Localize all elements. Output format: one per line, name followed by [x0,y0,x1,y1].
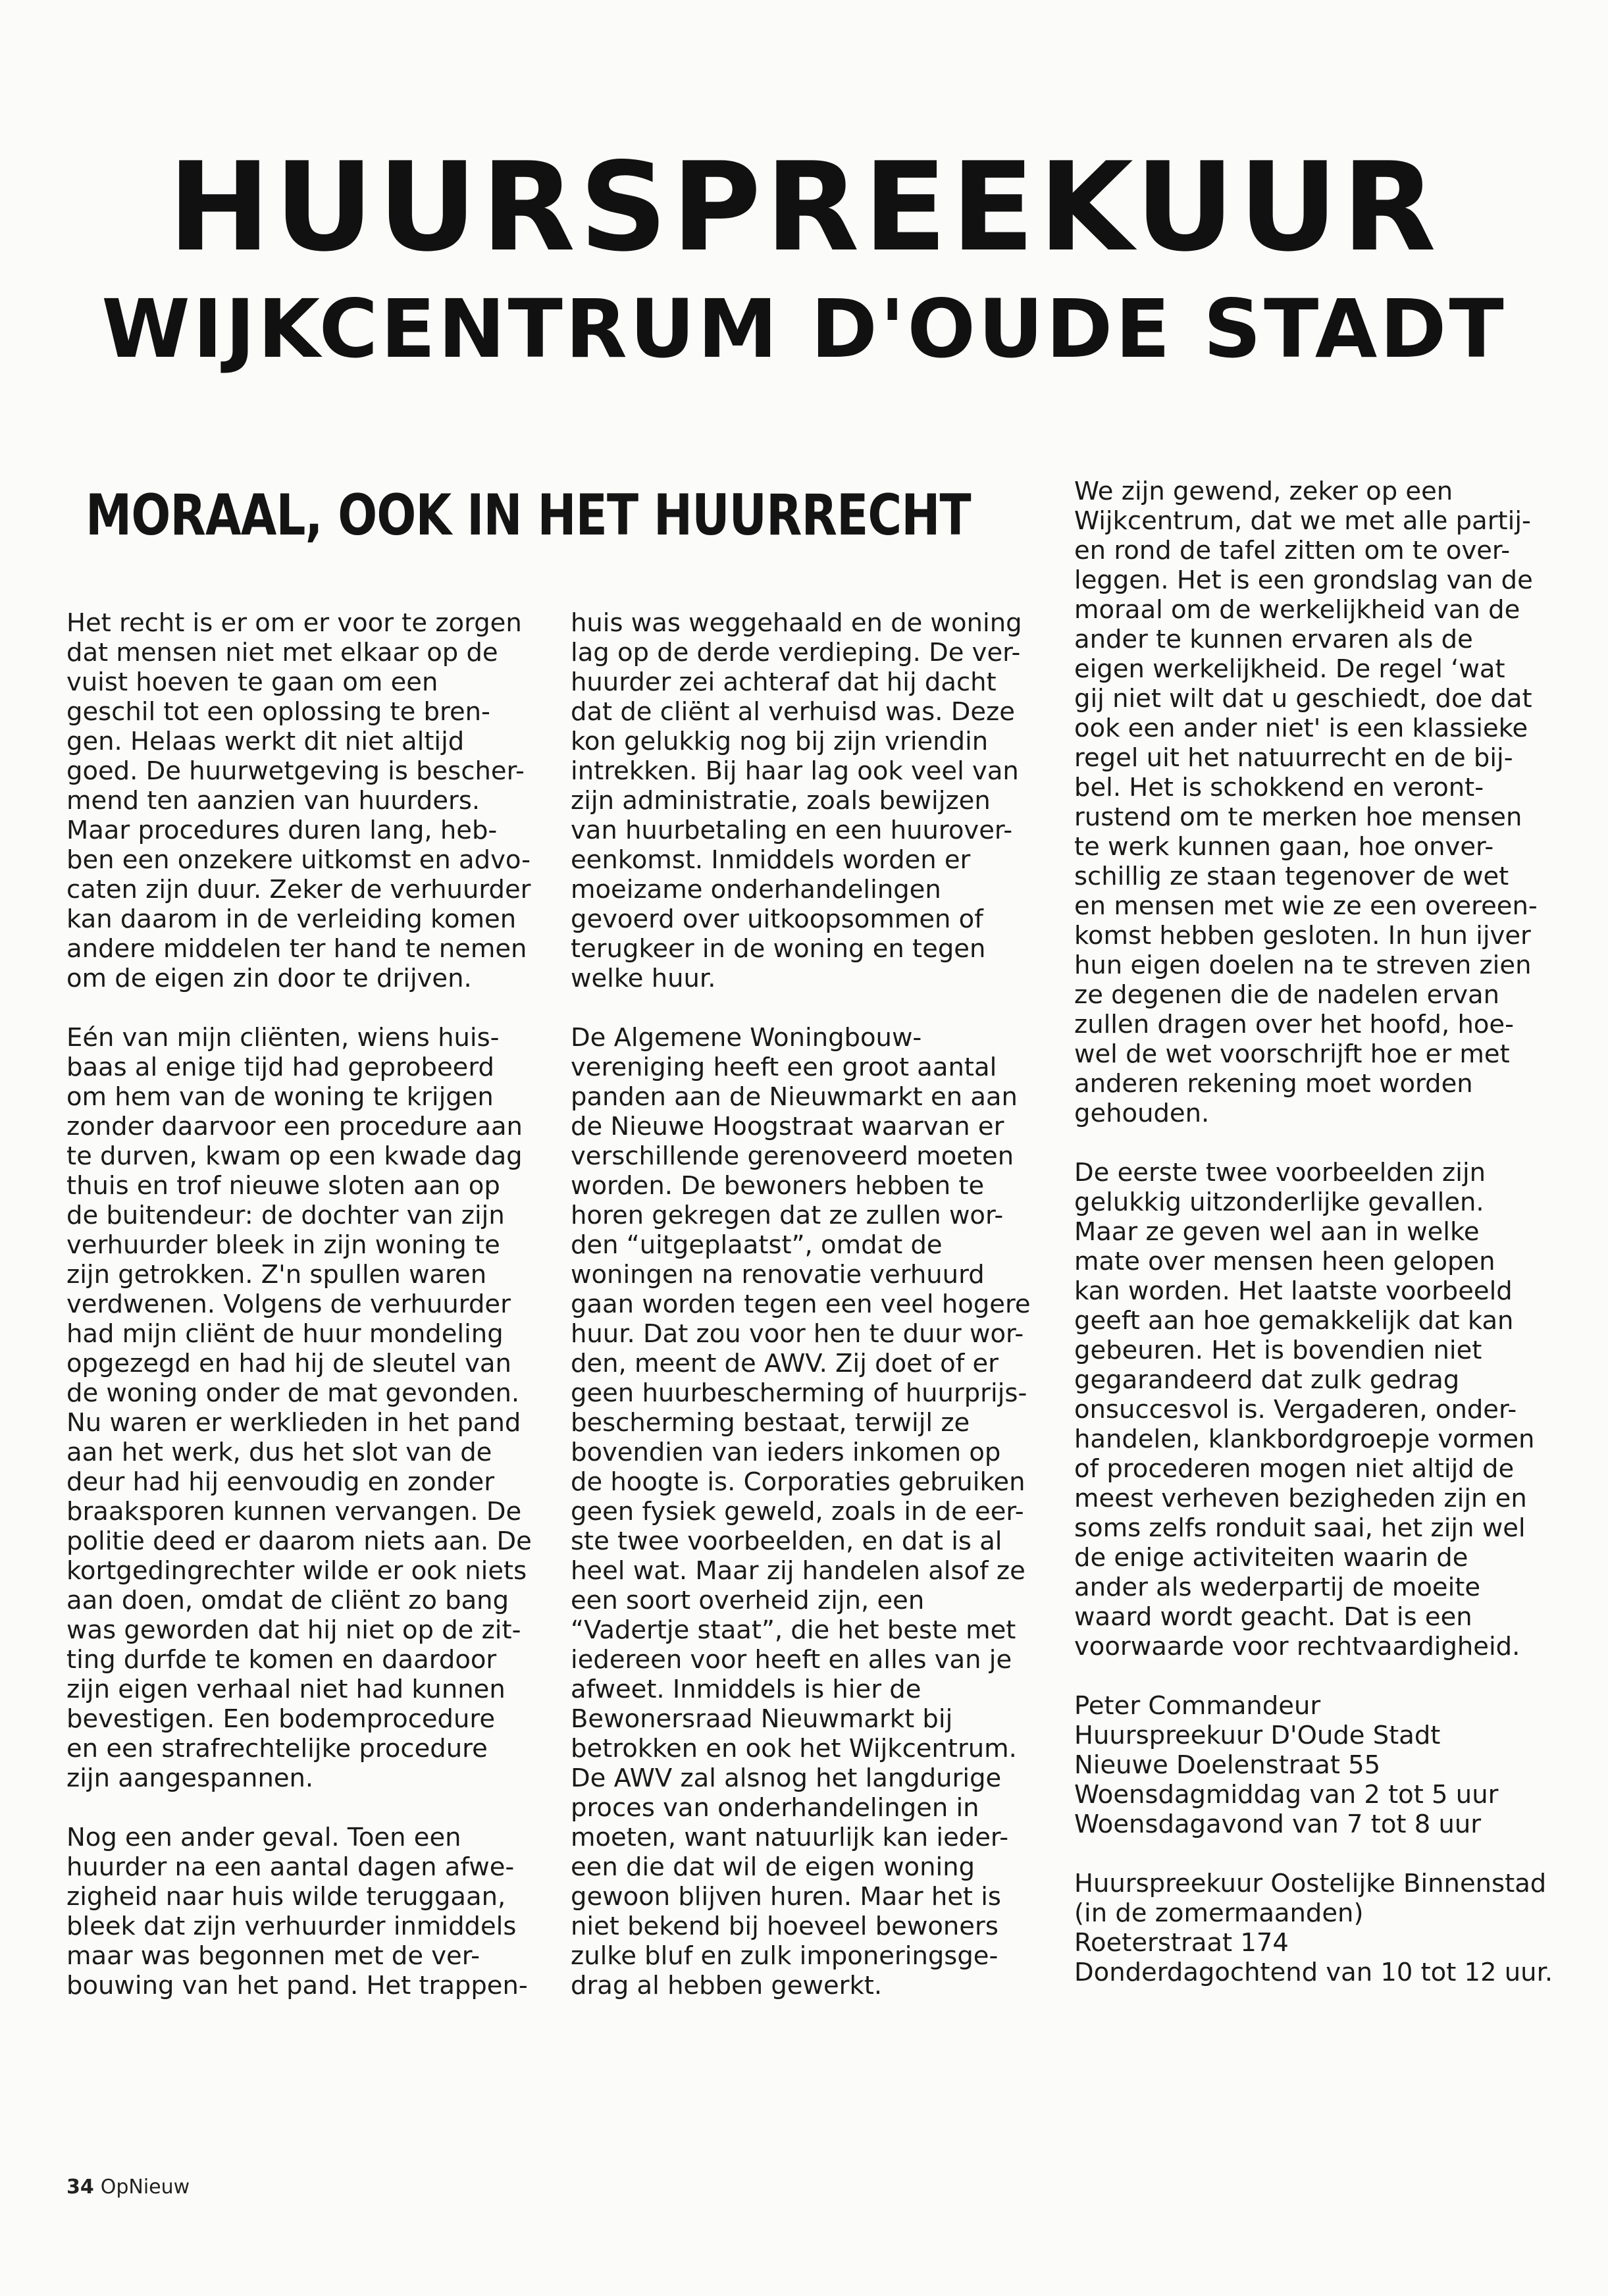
text-line: woningen na renovatie verhuurd [571,1260,985,1290]
text-line: moraal om de werkelijkheid van de [1074,595,1520,625]
text-line: den “uitgeplaatst”, omdat de [571,1230,943,1260]
text-line: de hoogte is. Corporaties gebruiken [571,1467,1025,1497]
text-line: komst hebben gesloten. In hun ijver [1074,921,1531,951]
text-line: We zijn gewend, zeker op een [1074,477,1453,506]
text-line: een soort overheid zijn, een [571,1586,925,1615]
text-line: was geworden dat hij niet op de zit- [66,1615,521,1645]
article-column-1 [66,608,554,2000]
text-line: Huurspreekuur D'Oude Stadt [1074,1721,1441,1750]
text-line: voorwaarde voor rechtvaardigheid. [1074,1632,1520,1661]
text-line: een die dat wil de eigen woning [571,1852,975,1882]
paragraph-gap [1074,1661,1561,1691]
article-column-2 [571,608,1058,2000]
text-line: gewoon blijven huren. Maar het is [571,1882,1001,1912]
text-line: eigen werkelijkheid. De regel ‘wat [1074,654,1505,684]
text-line: deur had hij eenvoudig en zonder [66,1467,495,1497]
text-line: betrokken en ook het Wijkcentrum. [571,1734,1017,1763]
text-line: gen. Helaas werkt dit niet altijd [66,727,465,756]
text-line: Het recht is er om er voor te zorgen [66,608,522,638]
text-line: moeizame onderhandelingen [571,875,941,904]
text-line: politie deed er daarom niets aan. De [66,1526,532,1556]
text-line: huurder zei achteraf dat hij dacht [571,667,997,697]
text-line: De AWV zal alsnog het langdurige [571,1763,1002,1793]
text-line: had mijn cliënt de huur mondeling [66,1319,504,1349]
text-line: welke huur. [571,964,716,993]
text-line: intrekken. Bij haar lag ook veel van [571,756,1019,786]
text-line: opgezegd en had hij de sleutel van [66,1349,511,1378]
text-line: Woensdagavond van 7 tot 8 uur [1074,1810,1482,1839]
text-line: zijn aangespannen. [66,1763,314,1793]
text-line: Nog een ander geval. Toen een [66,1823,461,1852]
text-line: kortgedingrechter wilde er ook niets [66,1556,527,1586]
text-line: zijn eigen verhaal niet had kunnen [66,1675,506,1704]
text-line: ook een ander niet' is een klassieke [1074,714,1528,743]
text-line: zigheid naar huis wilde teruggaan, [66,1882,506,1912]
text-line: bevestigen. Een bodemprocedure [66,1704,496,1734]
text-line: (in de zomermaanden) [1074,1898,1364,1928]
text-line: dat de cliënt al verhuisd was. Deze [571,697,1015,727]
text-line: bel. Het is schokkend en veront- [1074,773,1484,802]
text-line: zonder daarvoor een procedure aan [66,1112,523,1141]
text-line: Bewonersraad Nieuwmarkt bij [571,1704,953,1734]
text-line: de buitendeur: de dochter van zijn [66,1201,505,1230]
text-line: en een strafrechtelijke procedure [66,1734,488,1763]
page-number: 34 [66,2176,94,2199]
text-line: terugkeer in de woning en tegen [571,934,986,964]
text-line: De Algemene Woningbouw- [571,1023,922,1053]
text-line: regel uit het natuurrecht en de bij- [1074,743,1513,773]
page-footer [66,2176,190,2199]
text-line: gelukkig uitzonderlijke gevallen. [1074,1187,1484,1217]
paragraph-gap [66,1793,554,1823]
text-line: Eén van mijn cliënten, wiens huis- [66,1023,500,1053]
text-line: van huurbetaling en een huurover- [571,816,1013,845]
text-line: Nu waren er werklieden in het pand [66,1408,521,1438]
text-line: bescherming bestaat, terwijl ze [571,1408,970,1438]
text-line: niet bekend bij hoeveel bewoners [571,1912,999,1941]
text-line: den, meent de AWV. Zij doet of er [571,1349,999,1378]
text-line: mend ten aanzien van huurders. [66,786,480,816]
text-line: meest verheven bezigheden zijn en [1074,1484,1527,1513]
text-line: of procederen mogen niet altijd de [1074,1454,1515,1484]
text-line: Woensdagmiddag van 2 tot 5 uur [1074,1780,1499,1810]
text-line: Nieuwe Doelenstraat 55 [1074,1750,1381,1780]
text-line: goed. De huurwetgeving is bescher- [66,756,525,786]
paragraph-gap [1074,1128,1561,1158]
text-line: braaksporen kunnen vervangen. De [66,1497,522,1526]
text-line: schillig ze staan tegenover de wet [1074,862,1509,891]
text-line: baas al enige tijd had geprobeerd [66,1053,494,1082]
text-line: bouwing van het pand. Het trappen- [66,1971,528,2000]
text-line: zulke bluf en zulk imponeringsge- [571,1941,999,1971]
text-line: thuis en trof nieuwe sloten aan op [66,1171,500,1201]
text-line: huurder na een aantal dagen afwe- [66,1852,515,1882]
masthead-title: HUURSPREEKUUR [168,136,1440,278]
text-line: maar was begonnen met de ver- [66,1941,480,1971]
text-line: te werk kunnen gaan, hoe onver- [1074,832,1494,862]
text-line: geeft aan hoe gemakkelijk dat kan [1074,1306,1514,1336]
text-line: andere middelen ter hand te nemen [66,934,527,964]
text-line: kon gelukkig nog bij zijn vriendin [571,727,989,756]
text-line: bleek dat zijn verhuurder inmiddels [66,1912,517,1941]
text-line: panden aan de Nieuwmarkt en aan [571,1082,1018,1112]
text-line: en rond de tafel zitten om te over- [1074,536,1511,565]
text-line: de woning onder de mat gevonden. [66,1378,520,1408]
text-line: ander als wederpartij de moeite [1074,1573,1481,1602]
text-line: aan het werk, dus het slot van de [66,1438,492,1467]
text-line: Peter Commandeur [1074,1691,1321,1721]
text-line: de enige activiteiten waarin de [1074,1543,1468,1573]
text-line: Huurspreekuur Oostelijke Binnenstad [1074,1869,1547,1898]
text-line: gij niet wilt dat u geschiedt, doe dat [1074,684,1532,714]
text-line: geen huurbescherming of huurprijs- [571,1378,1027,1408]
text-line: eenkomst. Inmiddels worden er [571,845,971,875]
text-line: zijn administratie, zoals bewijzen [571,786,991,816]
text-line: ander te kunnen ervaren als de [1074,625,1473,654]
text-line: zijn getrokken. Z'n spullen waren [66,1260,487,1290]
text-line: lag op de derde verdieping. De ver- [571,638,1021,667]
text-line: Donderdagochtend van 10 tot 12 uur. [1074,1958,1553,1987]
text-line: gebeuren. Het is bovendien niet [1074,1336,1482,1365]
text-line: vuist hoeven te gaan om een [66,667,438,697]
masthead-subtitle: WIJKCENTRUM D'OUDE STADT [101,282,1507,376]
text-line: gaan worden tegen een veel hogere [571,1290,1031,1319]
text-line: heel wat. Maar zij handelen alsof ze [571,1556,1025,1586]
text-line: afweet. Inmiddels is hier de [571,1675,921,1704]
text-line: proces van onderhandelingen in [571,1793,979,1823]
text-line: bovendien van ieders inkomen op [571,1438,1001,1467]
text-line: waard wordt geacht. Dat is een [1074,1602,1472,1632]
article-headline: MORAAL, OOK IN HET HUURRECHT [86,483,971,548]
text-line: dat mensen niet met elkaar op de [66,638,498,667]
text-line: Maar procedures duren lang, heb- [66,816,498,845]
text-line: De eerste twee voorbeelden zijn [1074,1158,1486,1187]
text-line: kan worden. Het laatste voorbeeld [1074,1276,1513,1306]
text-line: de Nieuwe Hoogstraat waarvan er [571,1112,1004,1141]
paragraph-gap [1074,1839,1561,1869]
text-line: huis was weggehaald en de woning [571,608,1022,638]
text-line: geen fysiek geweld, zoals in de eer- [571,1497,1024,1526]
text-line: iedereen voor heeft en alles van je [571,1645,1012,1675]
text-line: huur. Dat zou voor hen te duur wor- [571,1319,1024,1349]
text-line: Wijkcentrum, dat we met alle partij- [1074,506,1531,536]
text-line: gegarandeerd dat zulk gedrag [1074,1365,1460,1395]
text-line: worden. De bewoners hebben te [571,1171,985,1201]
text-line: ben een onzekere uitkomst en advo- [66,845,531,875]
text-line: om de eigen zin door te drijven. [66,964,472,993]
text-line: rustend om te merken hoe mensen [1074,802,1522,832]
text-line: kan daarom in de verleiding komen [66,904,517,934]
text-line: aan doen, omdat de cliënt zo bang [66,1586,509,1615]
text-line: mate over mensen heen gelopen [1074,1247,1495,1276]
text-line: Maar ze geven wel aan in welke [1074,1217,1480,1247]
text-line: horen gekregen dat ze zullen wor- [571,1201,1004,1230]
text-line: Roeterstraat 174 [1074,1928,1289,1958]
text-line: onsuccesvol is. Vergaderen, onder- [1074,1395,1517,1424]
text-line: gehouden. [1074,1099,1210,1128]
text-line: hun eigen doelen na te streven zien [1074,951,1532,980]
text-line: te durven, kwam op een kwade dag [66,1141,523,1171]
text-line: en mensen met wie ze een overeen- [1074,891,1538,921]
text-line: leggen. Het is een grondslag van de [1074,565,1533,595]
text-line: anderen rekening moet worden [1074,1069,1473,1099]
text-line: moeten, want natuurlijk kan ieder- [571,1823,1009,1852]
text-line: “Vadertje staat”, die het beste met [571,1615,1016,1645]
text-line: drag al hebben gewerkt. [571,1971,883,2000]
text-line: ze degenen die de nadelen ervan [1074,980,1499,1010]
text-line: handelen, klankbordgroepje vormen [1074,1424,1535,1454]
text-line: gevoerd over uitkoopsommen of [571,904,983,934]
text-line: ting durfde te komen en daardoor [66,1645,497,1675]
text-line: geschil tot een oplossing te bren- [66,697,490,727]
text-line: wel de wet voorschrijft hoe er met [1074,1039,1510,1069]
text-line: om hem van de woning te krijgen [66,1082,494,1112]
text-line: ste twee voorbeelden, en dat is al [571,1526,1002,1556]
article-column-3 [1074,477,1561,1987]
magazine-name: OpNieuw [100,2176,190,2199]
paragraph-gap [66,993,554,1023]
text-line: verschillende gerenoveerd moeten [571,1141,1014,1171]
text-line: zullen dragen over het hoofd, hoe- [1074,1010,1514,1039]
text-line: vereniging heeft een groot aantal [571,1053,997,1082]
paragraph-gap [571,993,1058,1023]
text-line: verhuurder bleek in zijn woning te [66,1230,500,1260]
text-line: soms zelfs ronduit saai, het zijn wel [1074,1513,1526,1543]
text-line: caten zijn duur. Zeker de verhuurder [66,875,531,904]
text-line: verdwenen. Volgens de verhuurder [66,1290,511,1319]
